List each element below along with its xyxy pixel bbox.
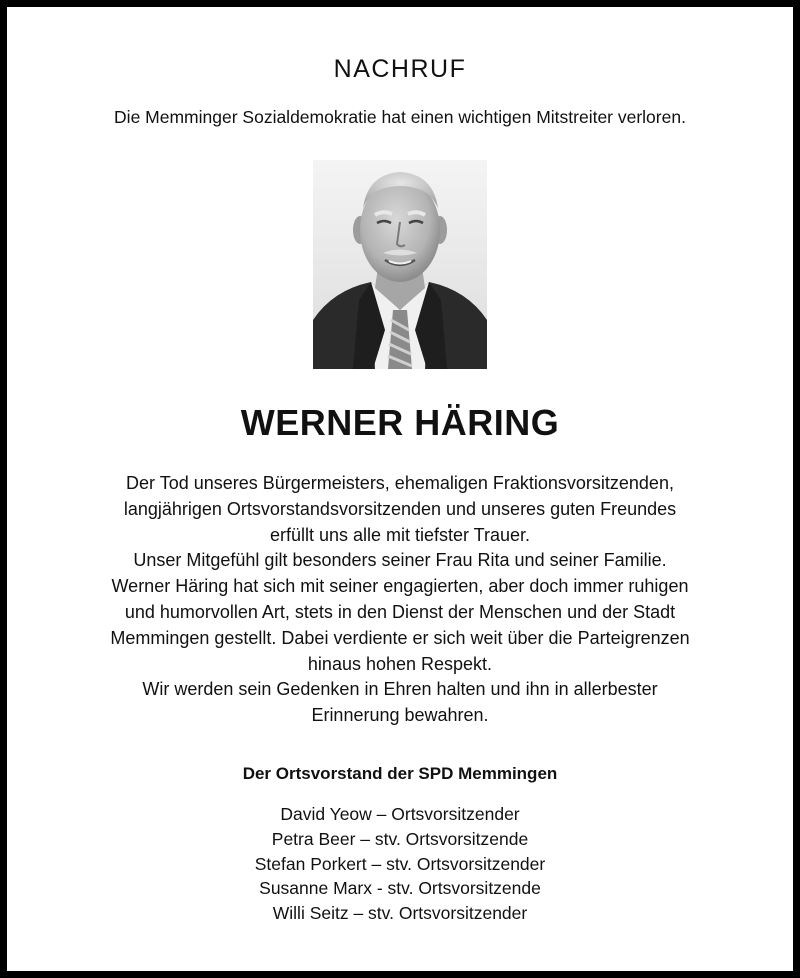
signature-title: Der Ortsvorstand der SPD Memmingen xyxy=(242,764,558,783)
page-title: NACHRUF xyxy=(333,55,467,83)
text-line: Werner Häring hat sich mit seiner engagierten, aber doch immer ruhigen xyxy=(111,576,689,597)
board-member: Petra Beer – stv. Ortsvorsitzende xyxy=(271,828,529,849)
board-members-list xyxy=(0,802,800,926)
subtitle: Die Memminger Sozialdemokratie hat einen wichtigen Mitstreiter verloren. xyxy=(114,107,686,127)
text-line: Unser Mitgefühl gilt besonders seiner Frau Rita und seiner Familie. xyxy=(133,550,667,571)
text-line: hinaus hohen Respekt. xyxy=(307,653,493,674)
text-line: Wir werden sein Gedenken in Ehren halten und ihn in allerbester xyxy=(142,679,658,700)
deceased-name: WERNER HÄRING xyxy=(240,402,560,443)
board-member: Susanne Marx - stv. Ortsvorsitzende xyxy=(259,878,541,899)
text-line: Der Tod unseres Bürgermeisters, ehemaligen Fraktionsvorsitzenden, xyxy=(126,473,674,493)
text-line: langjährigen Ortsvorstandsvorsitzenden und unseres guten Freundes xyxy=(123,498,677,519)
text-line: Memmingen gestellt. Dabei verdiente er sich weit über die Parteigrenzen xyxy=(110,627,690,648)
text-line: Erinnerung bewahren. xyxy=(311,705,489,726)
text-line: und humorvollen Art, stets in den Dienst der Menschen und der Stadt xyxy=(124,601,676,622)
board-member: Stefan Porkert – stv. Ortsvorsitzender xyxy=(254,853,546,874)
portrait-photo xyxy=(313,160,487,369)
board-member: Willi Seitz – stv. Ortsvorsitzender xyxy=(272,903,528,924)
obituary-text xyxy=(40,471,760,729)
text-line: erfüllt uns alle mit tiefster Trauer. xyxy=(269,524,531,545)
board-member: David Yeow – Ortsvorsitzender xyxy=(280,804,520,824)
